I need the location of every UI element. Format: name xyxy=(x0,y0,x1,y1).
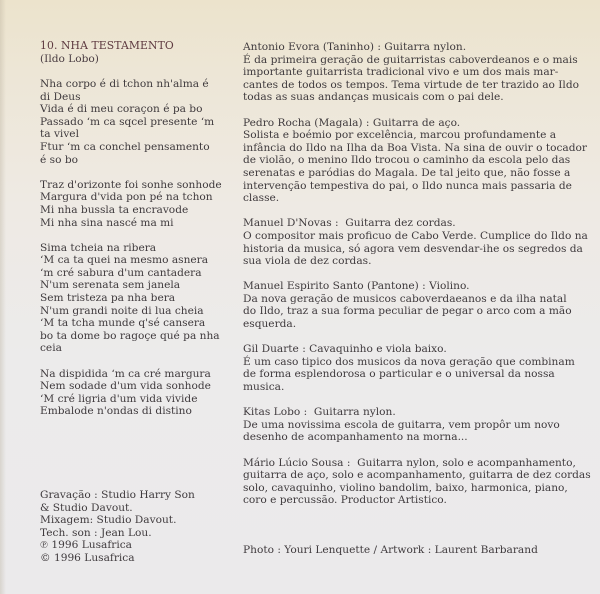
lyric-line: Traz d'orizonte foi sonhe sonhode xyxy=(40,178,222,191)
musician-role: Antonio Evora (Taninho) : Guitarra nylon. xyxy=(243,41,467,53)
photo-artwork-credits: Photo : Youri Lenquette / Artwork : Laurent Barbarand xyxy=(243,544,538,556)
musician-bio-line: É um caso tipico dos musicos da nova geração que combinam xyxy=(243,355,575,368)
musician-bio-line: Da nova geração de musicos caboverdaeanos e da ilha natal xyxy=(243,292,567,305)
lyric-line: Na dispidida ‘m ca cré margura xyxy=(40,367,211,380)
musician-role: Manuel Espirito Santo (Pantone) : Violino. xyxy=(243,280,470,293)
musician-role: Gil Duarte : Cavaquinho e viola baixo. xyxy=(243,343,447,356)
musician-bio-line: historia da musica, só agora vem desvendar-ihe os segredos da xyxy=(243,242,583,255)
musician-entry xyxy=(243,217,593,267)
song-title: 10. NHA TESTAMENTO xyxy=(40,39,174,52)
lyric-line: ‘M ta tcha munde q'sé cansera xyxy=(40,317,206,330)
lyric-line: Sima tcheia na ribera xyxy=(40,241,157,254)
lyric-stanza xyxy=(40,78,235,166)
lyric-line: Mi nha bussla ta encravode xyxy=(40,203,189,216)
lyric-line: N'um grandi noite di lua cheia xyxy=(40,304,204,317)
recording-credit-line: & Studio Davout. xyxy=(40,501,133,514)
musician-bio-line: de violão, o menino Ildo trocou o caminho da escola pelo das xyxy=(243,154,571,167)
lyric-line: é so bo xyxy=(40,153,78,166)
musician-entry xyxy=(243,406,593,444)
musician-bio-line: musica. xyxy=(243,381,285,394)
recording-credit-line: ℗ 1996 Lusafrica xyxy=(40,539,132,552)
musician-entry xyxy=(243,457,593,507)
musician-entry xyxy=(243,41,593,104)
musician-bio-line: de forma esplendorosa o particular e o universal da nossa xyxy=(243,368,555,381)
lyrics-column xyxy=(40,40,235,418)
recording-credit-line: Gravação : Studio Harry Son xyxy=(40,489,195,501)
musician-bio-line: do Ildo, traz a sua forma peculiar de pegar o arco com a mão xyxy=(243,305,572,318)
lyric-line: Embalode n'ondas di distino xyxy=(40,405,192,418)
musician-role: Manuel D'Novas : Guitarra dez cordas. xyxy=(243,217,456,230)
musician-role: Mário Lúcio Sousa : Guitarra nylon, solo e acompanhamento, xyxy=(243,456,576,469)
lyric-line: Margura d'vida pon pé na tchon xyxy=(40,191,213,204)
musicians-column xyxy=(243,41,593,520)
musician-bio-line: intervenção tempestiva do pai, o Ildo nunca mais passaria de xyxy=(243,179,572,192)
lyric-stanza xyxy=(40,179,235,229)
lyric-line: Sem tristeza pa nha bera xyxy=(40,292,176,305)
musician-bio-line: Solista e boémio por excelência, marcou profundamente a xyxy=(243,129,557,142)
musician-bio-line: O compositor mais proficuo de Cabo Verde. Cumplice do Ildo na xyxy=(243,229,588,242)
lyric-line: Nha corpo é di tchon nh'alma é xyxy=(40,77,209,90)
song-author: (Ildo Lobo) xyxy=(40,52,99,65)
recording-credits xyxy=(40,489,195,565)
musician-bio-line: esquerda. xyxy=(243,318,297,331)
musician-bio-line: todas as suas andanças musicais com o pai dele. xyxy=(243,91,504,104)
lyric-stanza xyxy=(40,368,235,418)
lyric-line: Vida é di meu coraçon é pa bo xyxy=(40,103,203,116)
lyric-line: Ftur ‘m ca conchel pensamento xyxy=(40,140,210,153)
musician-bio-line: desenho de acompanhamento na morna... xyxy=(243,431,468,444)
lyric-line: ‘M cré ligria d'um vida vivide xyxy=(40,392,198,405)
musician-role: Kitas Lobo : Guitarra nylon. xyxy=(243,406,396,419)
recording-credit-line: Tech. son : Jean Lou. xyxy=(40,526,152,539)
musician-entry xyxy=(243,280,593,330)
musician-bio-line: É da primeira geração de guitarristas caboverdeanos e o mais xyxy=(243,53,578,66)
lyric-line: ‘m cré sabura d'um cantadera xyxy=(40,266,202,279)
musician-bio-line: infância do Ildo na Ilha da Boa Vista. Na sina de ouvir o tocador xyxy=(243,141,587,154)
musician-bio-line: cantes de todos os tempos. Tema virtude de ter trazido ao Ildo xyxy=(243,78,579,91)
lyric-stanza xyxy=(40,242,235,355)
lyrics-stanzas xyxy=(40,78,235,418)
musician-role: Pedro Rocha (Magala) : Guitarra de aço. xyxy=(243,116,461,129)
recording-credit-line: Mixagem: Studio Davout. xyxy=(40,514,177,527)
musician-bio-line: serenatas e paródias do Magala. De tal jeito que, não fosse a xyxy=(243,166,571,179)
lyric-line: N'um serenata sem janela xyxy=(40,279,181,292)
musician-bio-line: guitarra de aço, solo e acompanhamento, guitarra de dez cordas xyxy=(243,469,591,482)
musician-entry xyxy=(243,117,593,205)
musician-bio-line: coro e percussão. Productor Artistico. xyxy=(243,494,447,507)
musician-bio-line: solo, cavaquinho, violino bandolim, baixo, harmonica, piano, xyxy=(243,481,568,494)
lyric-line: bo ta dome bo ragoçe qué pa nha xyxy=(40,329,220,342)
recording-credit-line: © 1996 Lusafrica xyxy=(40,551,135,564)
musician-bio-line: classe. xyxy=(243,192,280,205)
lyric-line: di Deus xyxy=(40,90,81,103)
musician-bio-line: importante guitarrista tradicional vivo e um dos mais mar- xyxy=(243,66,559,79)
lyric-line: Nem sodade d'um vida sonhode xyxy=(40,380,211,393)
musician-bio-line: De uma novissima escola de guitarra, vem propôr um novo xyxy=(243,418,560,431)
lyric-line: ‘M ca ta quei na mesmo asnera xyxy=(40,254,209,267)
lyric-line: ta vivel xyxy=(40,128,79,141)
musician-entry xyxy=(243,343,593,393)
musician-bio-line: sua viola de dez cordas. xyxy=(243,255,372,268)
lyric-line: ceia xyxy=(40,342,62,355)
lyric-line: Passado ‘m ca sqcel presente ‘m xyxy=(40,115,215,128)
page-edge-shadow xyxy=(0,0,6,594)
lyric-line: Mi nha sina nascé ma mi xyxy=(40,216,174,229)
